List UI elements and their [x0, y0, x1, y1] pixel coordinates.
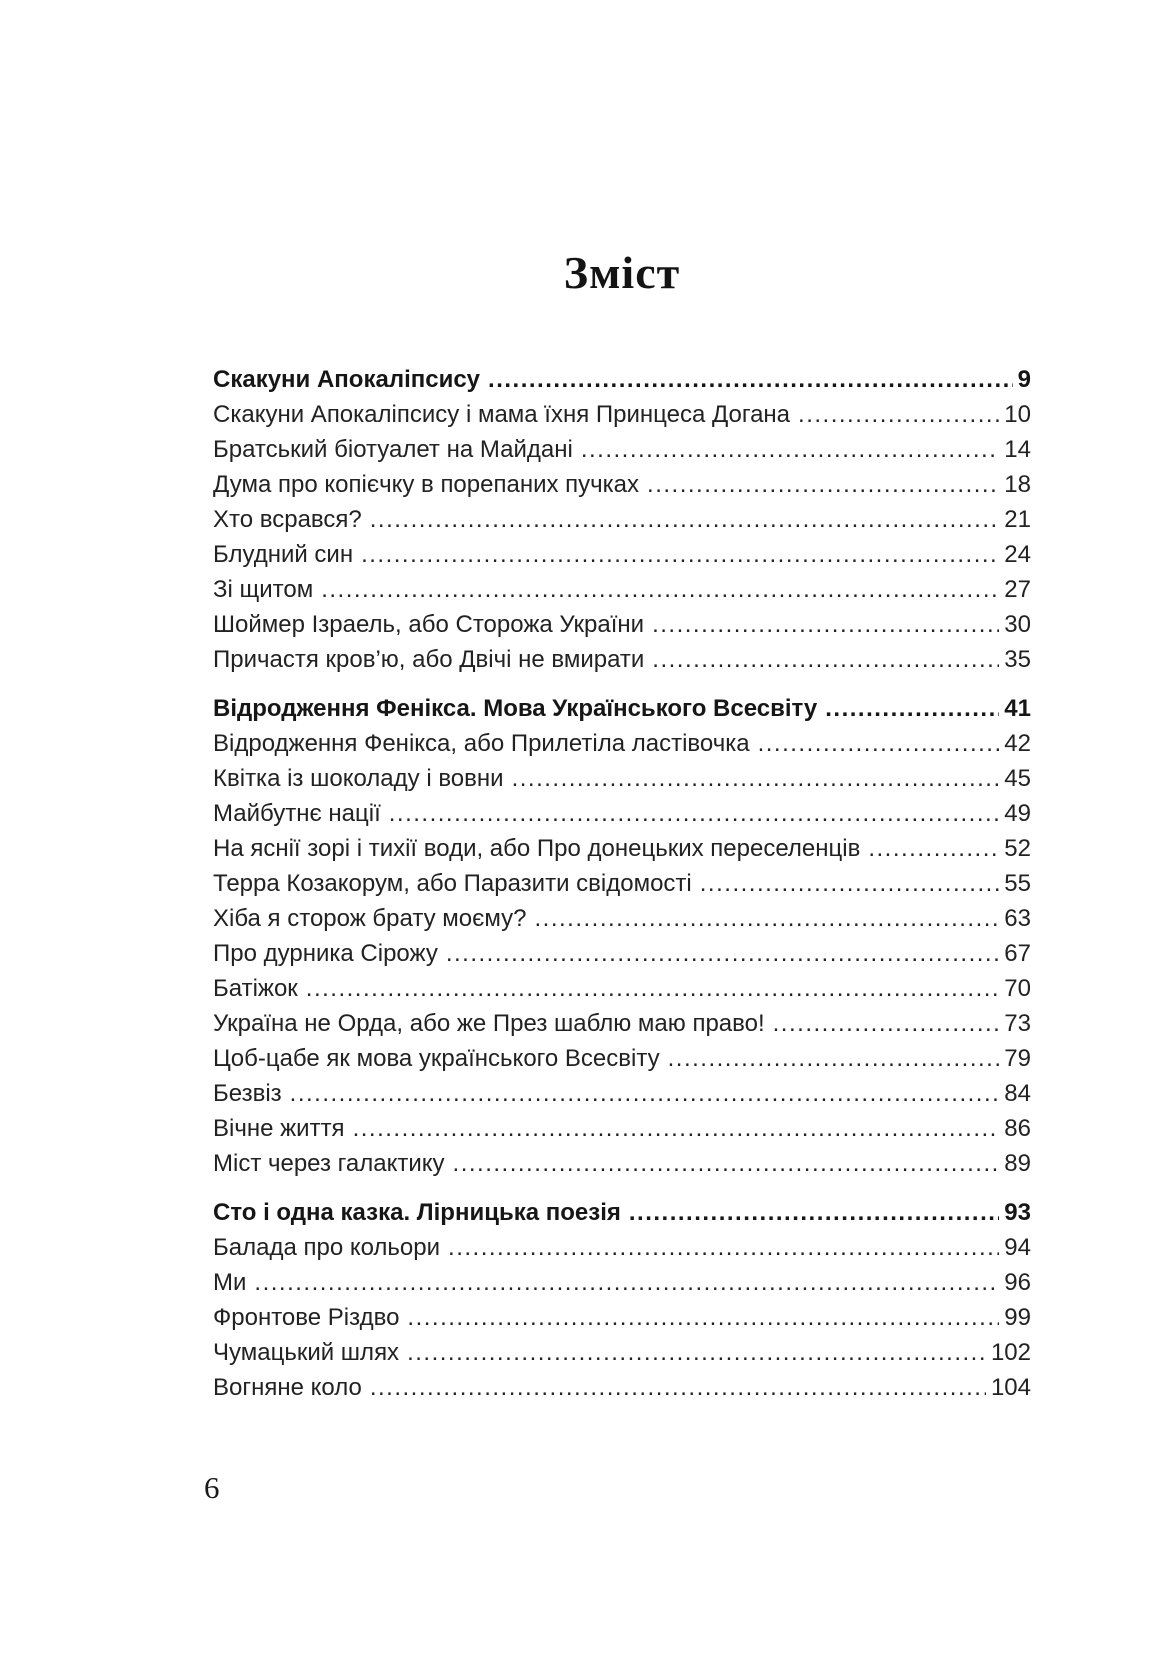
toc-entry-page: 9 — [1017, 366, 1031, 393]
toc-entry-label: Фронтове Різдво — [213, 1304, 400, 1331]
toc-section-header — [213, 362, 1031, 397]
toc-entry-label: Відродження Фенікса. Мова Українського Всесвіту — [213, 695, 818, 722]
dot-leader — [488, 362, 1013, 397]
dot-leader — [758, 726, 1000, 761]
toc-entry-page: 84 — [1004, 1080, 1031, 1107]
dot-leader — [407, 1335, 986, 1370]
toc-entry-page: 89 — [1004, 1150, 1031, 1177]
toc-entry — [213, 467, 1031, 502]
dot-leader — [254, 1265, 999, 1300]
toc-entry — [213, 936, 1031, 971]
toc-entry-page: 93 — [1004, 1199, 1031, 1226]
toc-entry-label: Вогняне коло — [213, 1374, 362, 1401]
dot-leader — [446, 936, 999, 971]
dot-leader — [773, 1006, 1000, 1041]
toc-section — [213, 362, 1031, 677]
toc-entry-label: Братський біотуалет на Майдані — [213, 436, 573, 463]
toc-entry — [213, 1370, 1031, 1405]
toc-entry-label: Україна не Орда, або же През шаблю маю право! — [213, 1010, 765, 1037]
dot-leader — [321, 572, 999, 607]
toc-entry-page: 67 — [1004, 940, 1031, 967]
toc-entry-page: 27 — [1004, 576, 1031, 603]
toc-entry — [213, 831, 1031, 866]
toc-entry — [213, 432, 1031, 467]
dot-leader — [389, 796, 1000, 831]
dot-leader — [370, 502, 1000, 537]
dot-leader — [581, 432, 999, 467]
dot-leader — [448, 1230, 999, 1265]
toc-entry — [213, 1230, 1031, 1265]
toc-entry-page: 52 — [1004, 835, 1031, 862]
toc-entry — [213, 1111, 1031, 1146]
toc-entry-page: 30 — [1004, 611, 1031, 638]
dot-leader — [290, 1076, 1000, 1111]
toc-entry-page: 86 — [1004, 1115, 1031, 1142]
dot-leader — [798, 397, 999, 432]
dot-leader — [629, 1195, 999, 1230]
dot-leader — [361, 537, 999, 572]
toc-entry-label: Скакуни Апокаліпсису і мама їхня Принцеса Догана — [213, 401, 791, 428]
toc-entry — [213, 1006, 1031, 1041]
toc-entry-label: Міст через галактику — [213, 1150, 445, 1177]
toc-entry — [213, 537, 1031, 572]
dot-leader — [353, 1111, 1000, 1146]
toc-entry-label: Майбутнє нації — [213, 800, 381, 827]
toc-entry-label: Сто і одна казка. Лірницька поезія — [213, 1199, 621, 1226]
toc-entry-label: Батіжок — [213, 975, 298, 1002]
dot-leader — [668, 1041, 1000, 1076]
toc-list — [213, 362, 1031, 1405]
toc-entry-page: 14 — [1004, 436, 1031, 463]
toc-entry-label: Блудний син — [213, 541, 354, 568]
toc-entry-label: Причастя кров’ю, або Двічі не вмирати — [213, 646, 645, 673]
toc-entry-page: 94 — [1004, 1234, 1031, 1261]
toc-entry — [213, 1146, 1031, 1181]
dot-leader — [535, 901, 1000, 936]
dot-leader — [306, 971, 1000, 1006]
dot-leader — [512, 761, 1000, 796]
dot-leader — [453, 1146, 1000, 1181]
toc-entry-label: Безвіз — [213, 1080, 282, 1107]
page-title: Зміст — [563, 247, 681, 298]
toc-entry-label: Про дурника Сірожу — [213, 940, 438, 967]
toc-entry-page: 10 — [1004, 401, 1031, 428]
toc-entry-label: Зі щитом — [213, 576, 314, 603]
toc-entry-label: Хто всрався? — [213, 506, 362, 533]
dot-leader — [370, 1370, 986, 1405]
toc-entry-label: Терра Козакорум, або Паразити свідомості — [213, 870, 692, 897]
toc-entry-page: 35 — [1004, 646, 1031, 673]
toc-entry-label: На яснії зорі і тихії води, або Про донецьких переселенців — [213, 835, 861, 862]
toc-section — [213, 1195, 1031, 1405]
toc-entry-page: 70 — [1004, 975, 1031, 1002]
toc-entry-label: Балада про кольори — [213, 1234, 441, 1261]
dot-leader — [647, 467, 999, 502]
toc-entry — [213, 726, 1031, 761]
toc-entry-label: Скакуни Апокаліпсису — [213, 366, 481, 393]
toc-entry-label: Вічне життя — [213, 1115, 345, 1142]
dot-leader — [407, 1300, 999, 1335]
toc-entry — [213, 397, 1031, 432]
toc-entry — [213, 866, 1031, 901]
toc-entry-page: 49 — [1004, 800, 1031, 827]
toc-entry-label: Хіба я сторож брату моєму? — [213, 905, 527, 932]
toc-entry-label: Цоб-цабе як мова українського Всесвіту — [213, 1045, 660, 1072]
toc-entry-page: 96 — [1004, 1269, 1031, 1296]
dot-leader — [652, 607, 999, 642]
toc-entry-page: 99 — [1004, 1304, 1031, 1331]
toc-entry — [213, 572, 1031, 607]
dot-leader — [868, 831, 999, 866]
toc-entry-page: 55 — [1004, 870, 1031, 897]
toc-entry-page: 104 — [990, 1374, 1031, 1401]
toc-entry-label: Шоймер Ізраель, або Сторожа України — [213, 611, 645, 638]
toc-entry-page: 41 — [1004, 695, 1031, 722]
toc-entry-label: Відродження Фенікса, або Прилетіла ластівочка — [213, 730, 750, 757]
toc-entry — [213, 502, 1031, 537]
toc-entry — [213, 971, 1031, 1006]
toc-entry — [213, 1076, 1031, 1111]
toc-entry-label: Дума про копієчку в порепаних пучках — [213, 471, 640, 498]
toc-entry-page: 42 — [1004, 730, 1031, 757]
toc-entry-label: Квітка із шоколаду і вовни — [213, 765, 504, 792]
folio-page-number: 6 — [204, 1470, 220, 1505]
toc-section — [213, 691, 1031, 1181]
toc-entry-label: Чумацький шлях — [213, 1339, 400, 1366]
toc-entry — [213, 901, 1031, 936]
toc-entry — [213, 1335, 1031, 1370]
toc-entry — [213, 607, 1031, 642]
toc-section-header — [213, 1195, 1031, 1230]
toc-entry-page: 18 — [1004, 471, 1031, 498]
toc-entry-page: 79 — [1004, 1045, 1031, 1072]
toc-entry-page: 73 — [1004, 1010, 1031, 1037]
toc-section-header — [213, 691, 1031, 726]
dot-leader — [700, 866, 1000, 901]
toc-entry-label: Ми — [213, 1269, 247, 1296]
toc-entry — [213, 1041, 1031, 1076]
toc-entry — [213, 1265, 1031, 1300]
toc-entry-page: 21 — [1004, 506, 1031, 533]
toc-entry — [213, 1300, 1031, 1335]
dot-leader — [825, 691, 999, 726]
toc-entry-page: 63 — [1004, 905, 1031, 932]
toc-entry-page: 102 — [990, 1339, 1031, 1366]
toc-entry-page: 45 — [1004, 765, 1031, 792]
toc-entry — [213, 642, 1031, 677]
toc-entry-page: 24 — [1004, 541, 1031, 568]
toc-entry — [213, 761, 1031, 796]
dot-leader — [652, 642, 999, 677]
toc-entry — [213, 796, 1031, 831]
